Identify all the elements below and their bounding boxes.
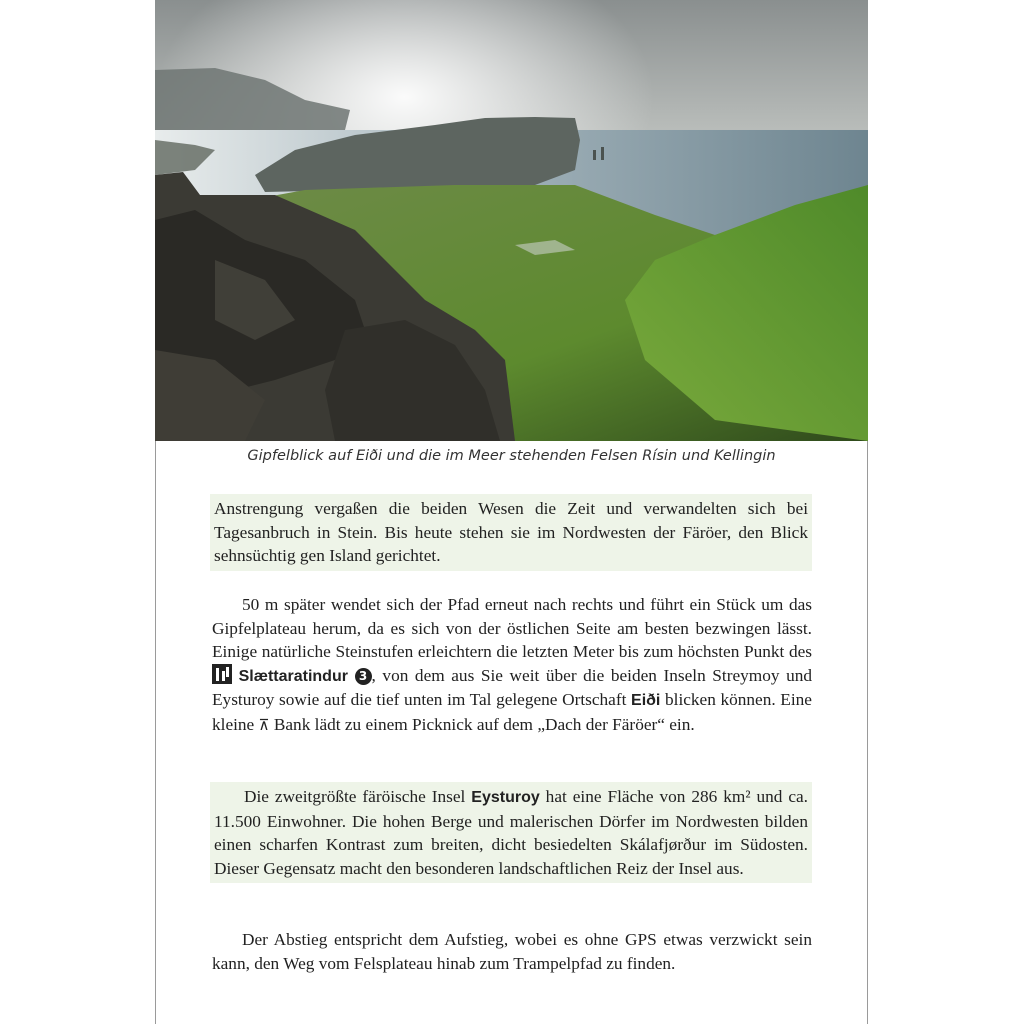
waypoint-number-icon: 3 (355, 668, 372, 685)
summit-text-2: , von dem aus Sie weit über die beiden Inseln Streymoy und Eysturoy sowie auf die tief unten im Tal gelegene Ortschaft (212, 665, 813, 710)
summit-photo (155, 0, 868, 441)
paragraph-legend-end: Anstrengung vergaßen die beiden Wesen die Zeit und verwandelten sich bei Tagesanbruch in Stein. Bis heute stehen sie im Nordwesten der Färöer, den Blick sehnsüchtig gen Island gerichtet. (210, 494, 812, 571)
eysturoy-text-1: Die zweitgrößte färöische Insel (244, 787, 472, 806)
descent-text: Der Abstieg entspricht dem Aufstieg, wobei es ohne GPS etwas verzwickt sein kann, den Weg vom Felsplateau hinab zum Trampelpfad zu finden. (212, 930, 812, 973)
place-name: Eiði (631, 692, 661, 710)
island-name: Eysturoy (471, 789, 540, 806)
bench-icon: ⊼ (258, 715, 270, 734)
eysturoy-text-2: hat eine Fläche von 286 km² und ca. 11.500 Einwohner. Die hohen Berge und malerischen Dörfer im Nordwesten bilden einen scharfen Kontrast zum breiten, dicht besiedelten Skálafjørður im Südosten. Dieser Gegensatz macht den besonderen landschaftlichen Reiz der Insel aus. (214, 787, 808, 878)
paragraph-descent (212, 928, 812, 975)
paragraph-summit (212, 593, 812, 738)
paragraph-eysturoy-info (210, 782, 812, 883)
photo-caption: Gipfelblick auf Eiði und die im Meer stehenden Felsen Rísin und Kellingin (247, 448, 776, 464)
summit-text-4: Bank lädt zu einem Picknick auf dem „Dach der Färöer“ ein. (269, 714, 695, 734)
peak-name: Slættaratindur (238, 667, 348, 685)
mountain-hut-icon (212, 664, 232, 684)
summit-text-3: blicken können. Eine kleine (212, 690, 812, 734)
summit-text-1: 50 m später wendet sich der Pfad erneut nach rechts und führt ein Stück um das Gipfelplateau herum, da es sich von der östlichen Seite am besten bezwingen lässt. Einige natürliche Steinstufen erleichtern die letzten Meter bis zum höchsten Punkt des (212, 595, 812, 662)
